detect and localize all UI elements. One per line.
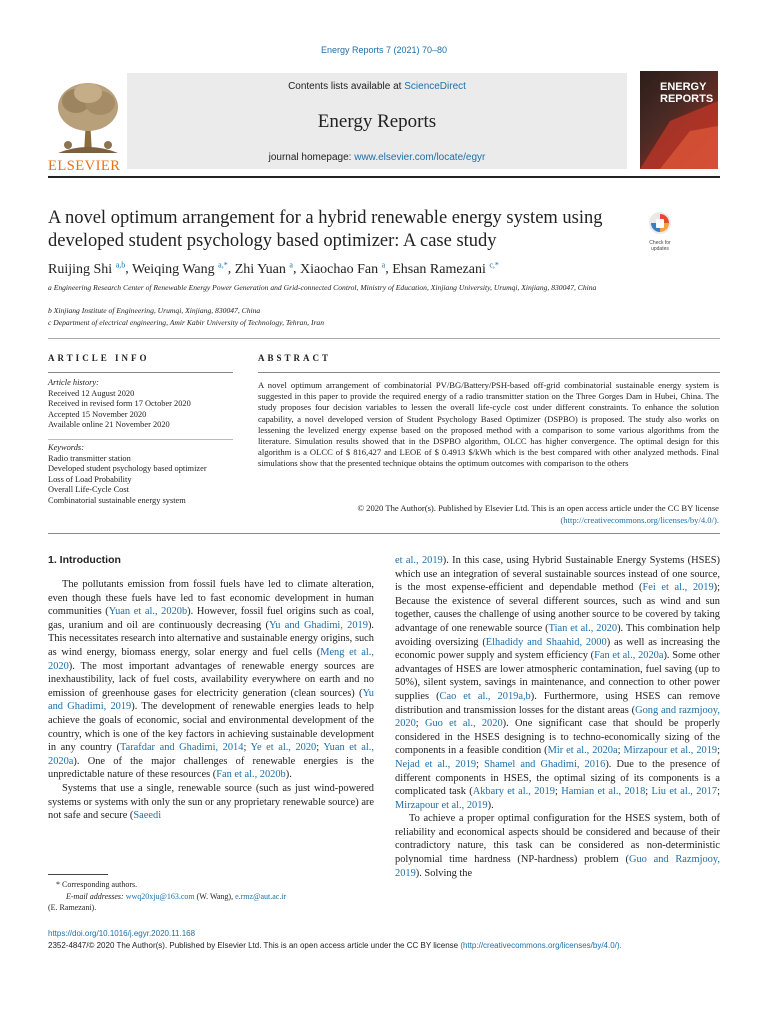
body-text: ; xyxy=(617,745,624,757)
citation-link[interactable]: Shamel and Ghadimi, 2016 xyxy=(484,758,606,770)
keyword: Developed student psychology based optimizer xyxy=(48,464,207,474)
keyword: Radio transmitter station xyxy=(48,453,131,463)
history-item: Available online 21 November 2020 xyxy=(48,420,170,430)
citation-link[interactable]: Ye et al., 2020 xyxy=(250,742,317,754)
citation-link[interactable]: Cao et al., 2019a,b xyxy=(439,690,531,702)
body-text: ). Solving the xyxy=(415,867,473,879)
journal-homepage: journal homepage: www.elsevier.com/locate/egyr xyxy=(268,152,486,163)
cover-title-1: ENERGY xyxy=(660,81,707,93)
keyword: Combinatorial sustainable energy system xyxy=(48,495,186,505)
citation-link[interactable]: Gong and razmjooy, 2020 xyxy=(395,704,720,730)
paragraph xyxy=(395,554,720,812)
author-5[interactable]: Ehsan Ramezani $^{c,*}$ xyxy=(392,260,499,277)
page-footer: https://doi.org/10.1016/j.egyr.2020.11.168 2352-4847/© 2020 The Author(s). Published by Elsevier Ltd. This is an open access article under the CC BY license (http://creativecommons.org/licenses/by/4.0/). xyxy=(48,928,728,951)
affil-rule xyxy=(48,338,720,339)
body-text: ). In this case, using Hybrid Sustainable Energy Systems (HSES) which use an integration of several sustainable sources instead of one source, is the most expense-efficient and dependable method ( xyxy=(395,555,720,594)
body-text: ; xyxy=(717,745,720,757)
journal-title: Energy Reports xyxy=(317,111,437,132)
cover-graphic xyxy=(640,101,718,169)
history-item: Received 12 August 2020 xyxy=(48,388,135,398)
citation-link[interactable]: Meng et al., 2020 xyxy=(48,646,374,672)
body-text: ; xyxy=(316,742,324,754)
citation-link[interactable]: Mirzapour et al., 2019 xyxy=(395,799,488,811)
body-text: ). This necessitates research into alternative and sustainable energy origins, such as wind energy, biomass energy, solar energy and fuel cells ( xyxy=(48,619,374,658)
body-text: ). Some other advantages of HSES are lower atmospheric contamination, fuel saving (up to 50%), silent system, savings in maintenance, and connection to other power supplies ( xyxy=(395,650,720,702)
elsevier-tree-icon xyxy=(48,75,126,155)
section-heading: 1. Introduction xyxy=(48,554,121,566)
contents-line: Contents lists available at ScienceDirect xyxy=(288,81,466,92)
footnote: * Corresponding authors. E-mail addresses: wwq20xju@163.com (W. Wang), e.rmz@aut.ac.ir (E. Ramezani). xyxy=(48,880,287,912)
paragraph xyxy=(48,578,374,782)
paragraph xyxy=(48,782,374,823)
publisher-name: ELSEVIER xyxy=(48,158,121,174)
history-item: Received in revised form 17 October 2020 xyxy=(48,399,191,409)
abstract-license: © 2020 The Author(s). Published by Elsevier Ltd. This is an open access article under the CC BY license (http://creativecommons.org/licenses/by/4.0/). xyxy=(357,503,719,525)
citation-link[interactable]: Mir et al., 2020a xyxy=(547,745,618,757)
abstract-bottom-rule xyxy=(48,533,720,534)
abstract-rule xyxy=(258,372,720,373)
check-updates-label: Check for updates xyxy=(649,240,671,252)
body-text: ). xyxy=(285,769,292,781)
keywords-rule xyxy=(48,439,233,440)
citation-link[interactable]: Nejad et al., 2019 xyxy=(395,758,477,770)
sciencedirect-link[interactable]: ScienceDirect xyxy=(404,81,466,92)
abstract-heading: ABSTRACT xyxy=(258,353,332,363)
right-column xyxy=(395,554,720,880)
citation-link[interactable]: et al., 2019 xyxy=(395,555,443,566)
corresponding-label: Corresponding authors. xyxy=(62,880,138,889)
citation-link[interactable]: Elhadidy and Shaahid, 2000 xyxy=(485,636,607,648)
check-updates-icon xyxy=(648,211,672,235)
author-1[interactable]: Ruijing Shi $^{a,b}$ xyxy=(48,260,126,277)
keyword: Loss of Load Probability xyxy=(48,474,132,484)
footer-license-link[interactable]: (http://creativecommons.org/licenses/by/4.0/). xyxy=(460,940,622,950)
body-text: ). One significant case that should be properly considered in the HSES designing is to techno-economically sizing of the components in a feasible condition ( xyxy=(395,718,720,757)
body-text: ; xyxy=(645,786,652,798)
citation-link[interactable]: Akbary et al., 2019 xyxy=(472,786,555,798)
citation-link[interactable]: Hamian et al., 2018 xyxy=(561,786,646,798)
citation-link[interactable]: Saeedi xyxy=(133,810,162,822)
citation-link[interactable]: Guo and Razmjooy, 2019 xyxy=(395,854,720,879)
elsevier-logo xyxy=(48,75,126,174)
article-title: A novel optimum arrangement for a hybrid renewable energy system using developed student psychology based optimizer: A case study xyxy=(48,208,603,251)
body-text: ). One of the major challenges of renewable energies is the unpredictable nature of these resources ( xyxy=(48,755,374,781)
journal-banner xyxy=(127,73,627,169)
body-text: ; xyxy=(243,742,251,754)
citation-link[interactable]: Fei et al., 2019 xyxy=(642,582,714,594)
keywords xyxy=(48,443,233,507)
body-text: ); Because the existence of several different sources, such as wind and sun together, causes the challenge of using another source to be covered by taking advantage of one renewable source ( xyxy=(395,582,721,634)
header-rule xyxy=(48,176,720,178)
body-text: Systems that use a single, renewable source (such as just wind-powered systems or systems with only the sun or any proprietary renewable source) are not safe and secure ( xyxy=(48,782,374,822)
body-text: ). The most important advantages of renewable energy sources are inexhaustibility, lack of fuel costs, availability everywhere on earth and no emission of greenhouse gases for electricity generation (clean sources) ( xyxy=(48,660,374,699)
email-wang-link[interactable]: wwq20xju@163.com xyxy=(125,891,195,901)
author-4[interactable]: Xiaochao Fan $^a$ xyxy=(299,260,386,277)
author-3[interactable]: Zhi Yuan $^a$ xyxy=(234,260,293,277)
citation-link[interactable]: Liu et al., 2017 xyxy=(651,786,718,798)
body-text: ). xyxy=(487,799,494,811)
body-text: To achieve a proper optimal configuration for the HSES system, both of reliability and economical aspects should be considered and because of their contradictory nature, this task can be considered as non-deterministic polynomial time hardness (NP-hardness) problem ( xyxy=(395,813,720,866)
body-text: ) as well as increasing the economic power supply and system efficiency ( xyxy=(395,636,720,662)
abstract-text: A novel optimum arrangement of combinatorial PV/BG/Battery/PSH-based off-grid combinatorial sustainable energy system is suggested in this paper to provide the required energy of a radio transmitter station on the Three Gorges Dam in Hubei, China. The study proposes four decision variables to lessen the overall life-cycle cost under different constraints. To enhance the solution capability, a novel developed version of Student Psychology Based Optimizer (DSPBO) is proposed. The study also works on lessening the levelized energy expense based on the proposed method with a comparison to some various algorithms from the literature. Simulation results showed that in the DSPBO algorithm, OLCC has higher convergence. The optimal design for this algorithm is a OLCC of $ 816,427 and LEOE of $ 0.4913 $/kWh which is the best compared with other analyzed methods. Final simulations show that the presented technique obtains the optimum outcomes with comparison to the others xyxy=(258,380,719,469)
body-text: ; xyxy=(555,786,562,798)
paragraph xyxy=(395,812,720,880)
body-text: ). Due to the presence of different components in HSES, the optimal sizing of its components is a complicated task ( xyxy=(395,758,720,798)
citation-link[interactable]: Yu and Ghadimi, 2019 xyxy=(268,619,368,631)
body-text: ). The development of renewable energies leads to help achieve the goals of economic, social and environmental development of the country, which is one of the key factors in achieving sustainable development in any country ( xyxy=(48,701,374,754)
body-text: ). This combination help avoiding oversizing ( xyxy=(395,622,721,648)
author-2[interactable]: Weiqing Wang $^{a,*}$ xyxy=(132,260,228,277)
keywords-label: Keywords: xyxy=(48,443,84,452)
footnote-rule xyxy=(48,874,108,875)
body-text: ; xyxy=(717,786,720,798)
article-info-heading: ARTICLE INFO xyxy=(48,353,150,363)
body-text: ; xyxy=(476,758,485,770)
citation-link[interactable]: Mirzapour et al., 2019 xyxy=(623,745,718,757)
citation-link[interactable]: Yu and Ghadimi, 2019 xyxy=(48,687,374,713)
cover-title-2: REPORTS xyxy=(660,93,714,105)
citation-link[interactable]: Yuan et al., 2020a xyxy=(48,742,374,767)
body-text: The pollutants emission from fossil fuels have led to climate alteration, even though these fuels have led to fast economic development in human communities ( xyxy=(48,579,374,618)
body-text: ). Furthermore, using HSES can remove distribution and transmission losses for the distant areas ( xyxy=(395,690,720,716)
affiliation-c: c Department of electrical engineering, Amir Kabir University of Technology, Tehran, Iran xyxy=(48,318,325,327)
license-link[interactable]: (http://creativecommons.org/licenses/by/4.0/). xyxy=(560,515,719,525)
citation-link[interactable]: Tarafdar and Ghadimi, 2014 xyxy=(119,742,244,754)
info-rule xyxy=(48,372,233,373)
doi-link[interactable]: https://doi.org/10.1016/j.egyr.2020.11.168 xyxy=(48,929,196,938)
check-for-updates-badge[interactable] xyxy=(641,211,679,252)
left-column xyxy=(48,578,374,823)
journal-cover[interactable] xyxy=(640,71,718,169)
body-text: ). However, fossil fuel origins such as coal, gas, uranium and oil are continuously decreasing ( xyxy=(48,606,374,631)
history-label: Article history: xyxy=(48,378,99,387)
affiliation-b: b Xinjiang Institute of Engineering, Urumqi, Xinjiang, 830047, China xyxy=(48,306,261,315)
body-text: ; xyxy=(415,718,425,730)
history-item: Accepted 15 November 2020 xyxy=(48,409,147,419)
citation-link[interactable]: Yuan et al., 2020b xyxy=(108,606,188,618)
citation-link[interactable]: Fan et al., 2020a xyxy=(594,650,664,662)
affiliation-a: a Engineering Research Center of Renewable Energy Power Generation and Grid-connected Control, Ministry of Education, Xinjiang University, Urumqi, Xinjiang, 830047, China xyxy=(48,283,597,292)
homepage-link[interactable]: www.elsevier.com/locate/egyr xyxy=(354,152,486,163)
email-ramezani-link[interactable]: e.rmz@aut.ac.ir xyxy=(235,891,287,901)
journal-reference[interactable]: Energy Reports 7 (2021) 70–80 xyxy=(320,45,448,55)
citation-link[interactable]: Guo et al., 2020 xyxy=(424,718,503,730)
citation-link[interactable]: Fan et al., 2020b xyxy=(216,769,286,781)
citation-link[interactable]: Tian et al., 2020 xyxy=(548,622,618,634)
keyword: Overall Life-Cycle Cost xyxy=(48,485,129,495)
article-history xyxy=(48,378,233,431)
author-list: Ruijing Shi $^{a,b}$, Weiqing Wang $^{a,*}$, Zhi Yuan $^a$, Xiaochao Fan $^a$, Ehsan Ramezani $^{c,*}$ xyxy=(48,260,499,277)
